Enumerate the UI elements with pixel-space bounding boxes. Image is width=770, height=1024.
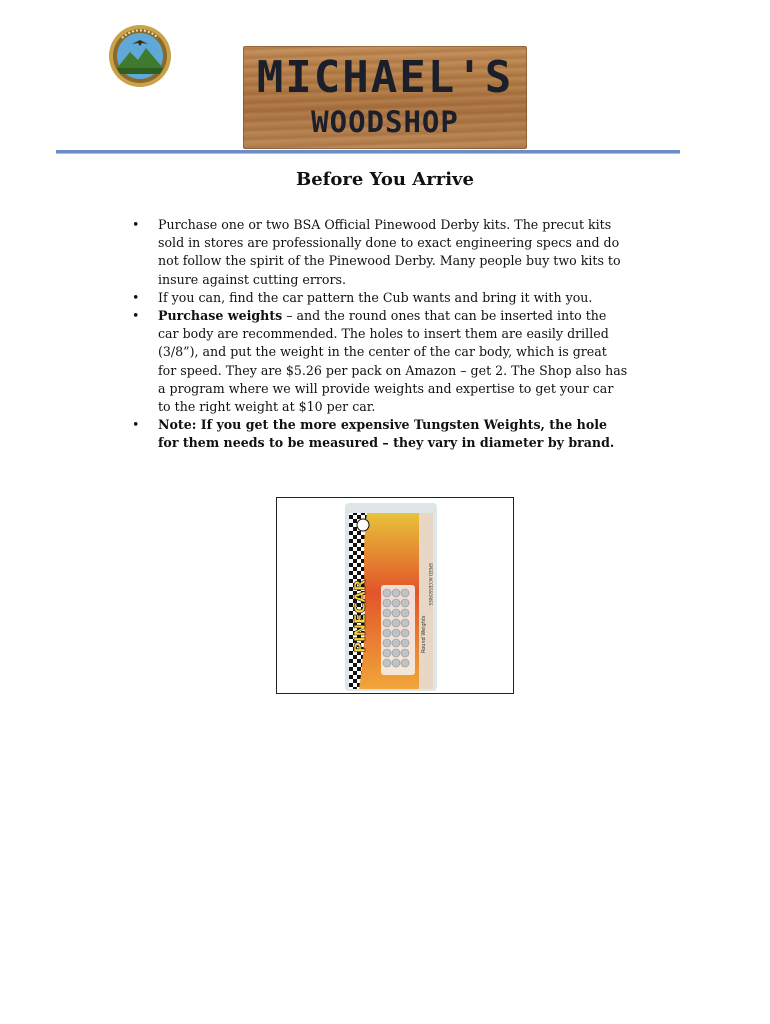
sign-title-line: MICHAEL'S: [256, 52, 514, 103]
list-item: [128, 289, 628, 307]
package-brand-label: PINECAR: [351, 579, 369, 653]
list-item: [128, 307, 628, 416]
pinecar-weights-package-image: [345, 503, 437, 691]
list-item-text: Purchase one or two BSA Official Pinewood Derby kits. The precut kits sold in stores are professionally done to exact engineering specs and do not follow the spirit of the Pinewood Derby. Many people buy two kits to insure against cutting errors.: [158, 217, 621, 287]
package-top-label: SPEED ACCESSORIES: [428, 563, 433, 606]
sign-subtitle-line: WOODSHOP: [311, 105, 459, 139]
bullet-icon: •: [132, 217, 140, 232]
list-item-bold-lead: Purchase weights: [158, 308, 283, 324]
club-emblem-logo: [108, 24, 172, 88]
package-side-label: Round Weights: [421, 615, 427, 653]
page-title: Before You Arrive: [296, 169, 474, 190]
list-item: [128, 416, 628, 452]
list-item-text: – and the round ones that can be inserted into the car body are recommended. The holes to insert them are easily drilled (3/8”), and put the weight in the center of the car body, which is great for speed. They are $5.26 per pack on Amazon – get 2. The Shop also has a program where we will provide weights and expertise to get your car to the right weight at $10 per car.: [158, 308, 628, 415]
list-item-text: If you can, find the car pattern the Cub wants and bring it with you.: [158, 289, 593, 305]
instruction-list: [128, 216, 628, 453]
list-item: [128, 216, 628, 289]
bullet-icon: •: [132, 417, 140, 433]
header-divider: [56, 150, 680, 154]
bullet-icon: •: [132, 308, 140, 324]
list-item-bold-text: Note: If you get the more expensive Tungsten Weights, the hole for them needs to be measured – they vary in diameter by brand.: [158, 417, 615, 451]
bullet-icon: •: [132, 289, 140, 305]
woodshop-sign-logo: [243, 46, 527, 149]
